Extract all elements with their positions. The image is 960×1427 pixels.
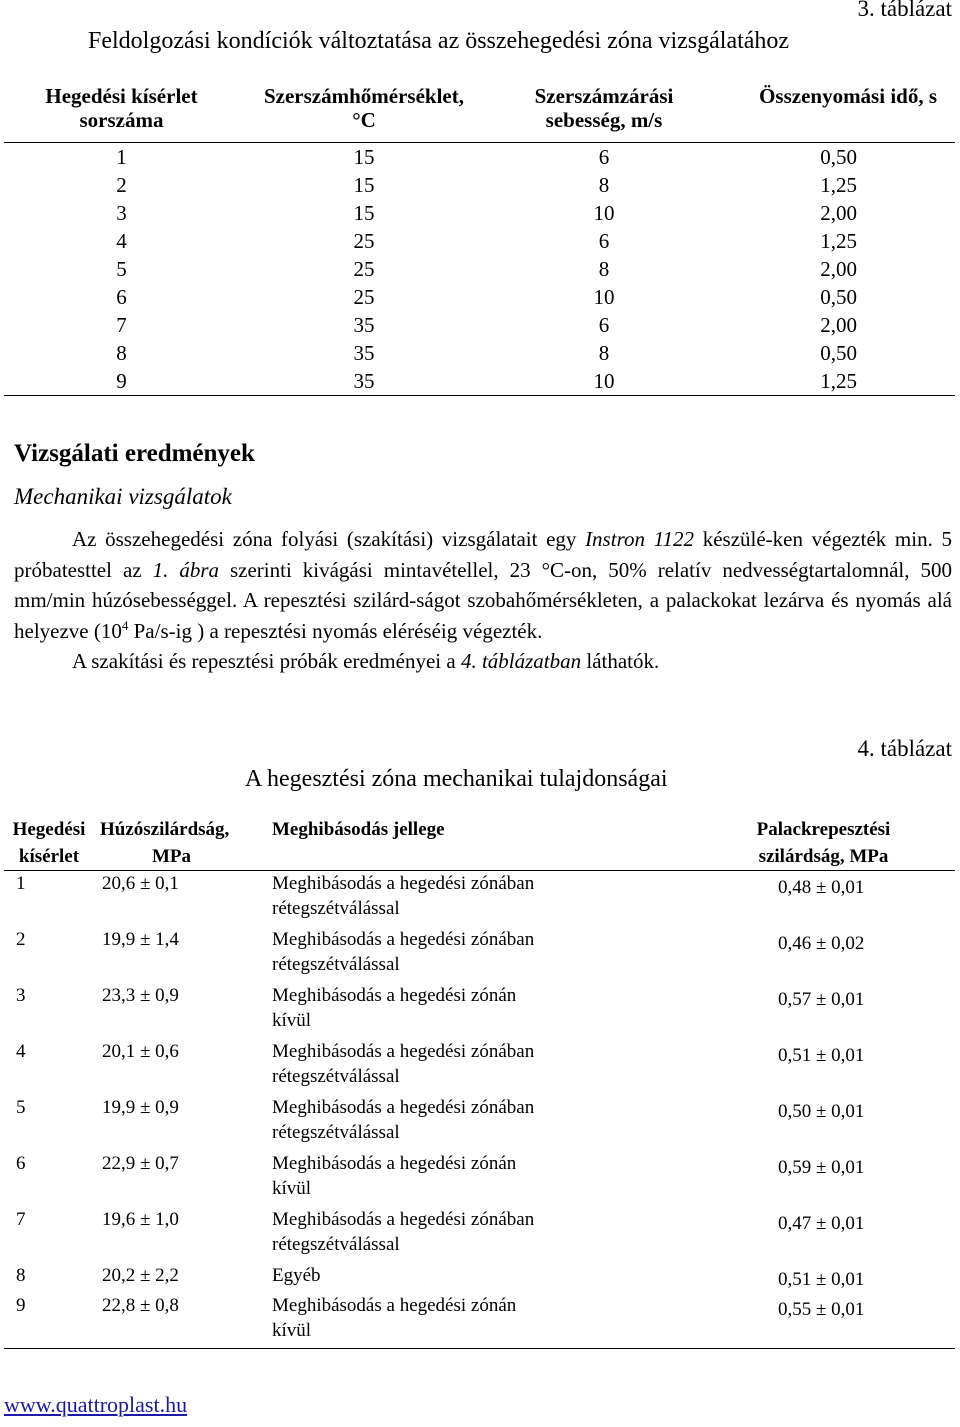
- t4-cell: 20,2 ± 2,2: [102, 1264, 179, 1286]
- t4-header-4: Palackrepesztési szilárdság, MPa: [756, 819, 891, 867]
- t3-cell: 1,25: [820, 228, 857, 253]
- failure-line-2: rétegszétválással: [272, 1065, 400, 1087]
- t4-cell: 8: [16, 1264, 26, 1286]
- t3-cell: 25: [353, 284, 375, 309]
- table-3: [4, 84, 955, 396]
- table-row: [4, 367, 955, 396]
- t4-cell: 0,51 ± 0,01: [778, 1268, 865, 1290]
- t3-cell: 1,25: [820, 172, 857, 197]
- t3-header-2: Szerszámhőmérséklet, °C: [263, 84, 464, 132]
- t3-cell: 6: [598, 228, 610, 253]
- t4-cell: 5: [16, 1096, 26, 1118]
- table-row: [4, 1263, 955, 1293]
- failure-line-2: rétegszétválással: [272, 898, 400, 919]
- table-row: [4, 1207, 955, 1263]
- t4-cell: 0,50 ± 0,01: [778, 1100, 865, 1122]
- t3-cell: 35: [353, 340, 375, 365]
- t3-cell: 0,50: [820, 144, 857, 169]
- t4-cell: [270, 1151, 652, 1207]
- failure-line-2: rétegszétválással: [272, 1121, 400, 1143]
- table-row: [4, 1151, 955, 1207]
- t4-cell: 9: [16, 1294, 26, 1316]
- table-row: [4, 983, 955, 1039]
- t3-cell: 6: [598, 312, 610, 337]
- failure-line-2: kívül: [272, 1177, 312, 1199]
- t4-cell: 19,9 ± 0,9: [102, 1096, 179, 1118]
- t4-header-1: Hegedési kísérlet: [12, 819, 86, 867]
- t3-cell: 8: [598, 340, 610, 365]
- failure-line-2: kívül: [272, 1319, 312, 1341]
- section-heading: Vizsgálati eredmények: [14, 440, 255, 467]
- table-row: [4, 142, 955, 171]
- table-3-label: 3. táblázat: [857, 0, 952, 21]
- table-4-label: 4. táblázat: [857, 736, 952, 761]
- failure-line-1: Meghibásodás a hegedési zónában: [272, 928, 535, 950]
- t4-cell: [270, 927, 652, 983]
- t4-cell: 0,59 ± 0,01: [778, 1156, 865, 1178]
- table-row: [4, 283, 955, 311]
- failure-line-1: Meghibásodás a hegedési zónán: [272, 984, 517, 1006]
- t4-cell: [270, 1095, 652, 1151]
- t4-cell: 0,55 ± 0,01: [778, 1298, 865, 1320]
- t3-cell: 2,00: [820, 312, 857, 337]
- t3-cell: 0,50: [820, 340, 857, 365]
- table-row: [4, 255, 955, 283]
- table-row: [4, 1095, 955, 1151]
- t4-cell: 19,6 ± 1,0: [102, 1208, 179, 1230]
- t3-cell: 8: [116, 340, 127, 365]
- t3-cell: 25: [353, 228, 375, 253]
- table-row: [4, 871, 955, 927]
- footer-link[interactable]: www.quattroplast.hu: [4, 1392, 188, 1417]
- t3-cell: 7: [116, 312, 127, 337]
- t3-cell: 1: [116, 144, 127, 169]
- t4-cell: 20,6 ± 0,1: [102, 873, 179, 894]
- table-3-title: Feldolgozási kondíciók változtatása az összehegedési zóna vizsgálatához: [88, 28, 790, 54]
- t4-header-3: Meghibásodás jellege: [272, 819, 445, 840]
- t4-cell: 22,8 ± 0,8: [102, 1294, 179, 1316]
- t4-cell: [270, 1039, 652, 1095]
- table-row: [4, 1293, 955, 1349]
- failure-line-2: rétegszétválással: [272, 1233, 400, 1255]
- t4-cell: 1: [16, 873, 26, 894]
- t4-cell: [270, 1207, 652, 1263]
- t3-cell: 3: [116, 200, 127, 225]
- t3-header-4: Összenyomási idő, s: [759, 84, 937, 108]
- t3-cell: 35: [353, 368, 375, 393]
- failure-line-1: Meghibásodás a hegedési zónában: [272, 873, 535, 894]
- table-row: [4, 199, 955, 227]
- table-4: [4, 812, 955, 1349]
- failure-line-2: rétegszétválással: [272, 953, 400, 975]
- t4-cell: [270, 1293, 652, 1349]
- t4-cell: 0,51 ± 0,01: [778, 1044, 865, 1066]
- t3-cell: 35: [353, 312, 375, 337]
- t4-cell: [270, 1263, 652, 1293]
- t3-cell: 10: [593, 368, 615, 393]
- t3-cell: 6: [116, 284, 127, 309]
- body-text: [14, 524, 952, 677]
- paragraph-1: Az összehegedési zóna folyási (szakítási) vizsgálatait egy Instron 1122 készülé-ken végezték min. 5 próbatesttel az 1. ábra szerinti kivágási mintavétellel, 23 °C-on, 50% relatív nedvességtartalomnál, 500 mm/min húzósebességgel. A repesztési szilárd-ságot szobahőmérsékleten, a palackokat lezárva és nyomás alá helyezve ($10^4$ Pa/s-ig ) a repesztési nyomás eléréséig végezték.: [14, 527, 952, 643]
- t4-cell: 22,9 ± 0,7: [102, 1152, 179, 1174]
- t3-header-1: Hegedési kísérlet sorszáma: [45, 84, 198, 132]
- t4-cell: 6: [16, 1152, 26, 1174]
- t3-cell: 25: [353, 256, 375, 281]
- table-row: [4, 311, 955, 339]
- t4-header-2: Húzószilárdság, MPa: [100, 819, 230, 867]
- t4-cell: [270, 871, 652, 927]
- section-subheading: Mechanikai vizsgálatok: [14, 484, 232, 509]
- t3-cell: 15: [353, 144, 375, 169]
- paragraph-2: A szakítási és repesztési próbák eredményei a 4. táblázatban láthatók.: [72, 649, 660, 673]
- table-row: [4, 927, 955, 983]
- failure-line-1: Meghibásodás a hegedési zónában: [272, 1096, 535, 1118]
- t3-cell: 0,50: [820, 284, 857, 309]
- t3-cell: 2: [116, 172, 127, 197]
- t4-cell: 7: [16, 1208, 26, 1230]
- failure-line-1: Meghibásodás a hegedési zónán: [272, 1294, 517, 1316]
- t3-cell: 9: [116, 368, 127, 393]
- t4-cell: 0,47 ± 0,01: [778, 1212, 865, 1234]
- t3-cell: 6: [598, 144, 610, 169]
- t3-cell: 1,25: [820, 368, 857, 393]
- t4-cell: 0,48 ± 0,01: [778, 877, 865, 898]
- t3-cell: 15: [353, 172, 375, 197]
- t4-cell: 19,9 ± 1,4: [102, 928, 179, 950]
- t4-cell: 0,46 ± 0,02: [778, 932, 865, 954]
- t3-cell: 8: [598, 256, 610, 281]
- t3-cell: 5: [116, 256, 127, 281]
- table-4-title: A hegesztési zóna mechanikai tulajdonságai: [245, 766, 668, 792]
- t4-cell: 3: [16, 984, 26, 1006]
- t3-cell: 10: [593, 284, 615, 309]
- table-row: [4, 1039, 955, 1095]
- failure-line-1: Egyéb: [272, 1264, 321, 1286]
- failure-line-1: Meghibásodás a hegedési zónában: [272, 1040, 535, 1062]
- t4-cell: [270, 983, 652, 1039]
- t4-cell: 0,57 ± 0,01: [778, 988, 865, 1010]
- t3-cell: 2,00: [820, 256, 857, 281]
- failure-line-1: Meghibásodás a hegedési zónában: [272, 1208, 535, 1230]
- t3-cell: 2,00: [820, 200, 857, 225]
- t3-cell: 4: [116, 228, 127, 253]
- table-row: [4, 339, 955, 367]
- table-row: [4, 171, 955, 199]
- t3-cell: 15: [353, 200, 375, 225]
- t4-cell: 4: [16, 1040, 26, 1062]
- t3-header-3: Szerszámzárási sebesség, m/s: [534, 84, 674, 132]
- t4-cell: 2: [16, 928, 26, 950]
- failure-line-2: kívül: [272, 1009, 312, 1031]
- t3-cell: 10: [593, 200, 615, 225]
- table-row: [4, 227, 955, 255]
- t4-cell: 23,3 ± 0,9: [102, 984, 179, 1006]
- failure-line-1: Meghibásodás a hegedési zónán: [272, 1152, 517, 1174]
- t4-cell: 20,1 ± 0,6: [102, 1040, 179, 1062]
- t3-cell: 8: [598, 172, 610, 197]
